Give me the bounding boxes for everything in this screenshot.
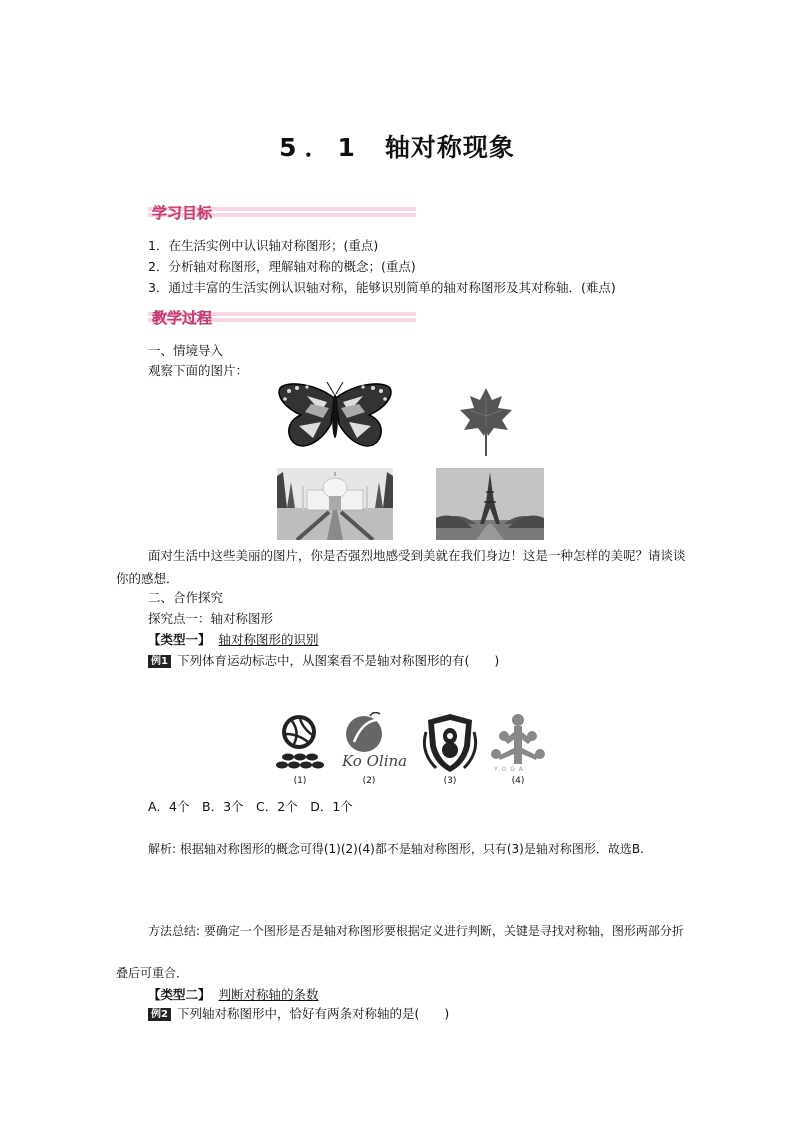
explore-point: 探究点一：轴对称图形 <box>148 611 274 626</box>
section-prompt: 观察下面的图片： <box>148 363 249 378</box>
answer-options: A．4个 B．3个 C．2个 D．1个 <box>148 799 353 814</box>
type1-title: 轴对称图形的识别 <box>218 632 319 647</box>
title-text: 轴对称现象 <box>384 133 515 162</box>
ko-olina-wordmark: Ko Olina <box>342 752 408 770</box>
type2-title: 判断对称轴的条数 <box>218 987 319 1002</box>
example-badge: 例2 <box>148 1008 171 1021</box>
goal-item: 1．在生活实例中认识轴对称图形；(重点) <box>148 238 379 253</box>
sports-logos <box>270 712 560 792</box>
yoga-wordmark: Y O G A <box>494 766 524 773</box>
reflection-paragraph: 面对生活中这些美丽的图片，你是否强烈地感受到美就在我们身边！这是一种怎样的美呢？请谈谈你的感想． <box>116 548 686 586</box>
method-summary: 方法总结: 要确定一个图形是否是轴对称图形要根据定义进行判断，关键是寻找对称轴，图形两部分折叠后可重合． <box>116 924 684 980</box>
eiffel-tower-photo <box>436 468 544 540</box>
example-1 <box>148 651 499 669</box>
ko-olina-logo <box>340 712 412 778</box>
page-title <box>0 128 794 164</box>
example-badge: 例1 <box>148 655 171 668</box>
taj-mahal-photo <box>277 468 393 540</box>
example-question: 下列轴对称图形中，恰好有两条对称轴的是( ) <box>176 1006 450 1021</box>
type2-heading <box>148 985 319 1003</box>
logo-caption: (1) <box>293 776 307 786</box>
process-banner-label: 教学过程 <box>152 309 213 327</box>
shield-crest-logo <box>422 712 478 776</box>
title-number: 5．1 <box>279 133 363 162</box>
example-2 <box>148 1004 449 1022</box>
type1-bracket: 【类型一】 <box>148 632 211 647</box>
goal-item: 2．分析轴对称图形，理解轴对称的概念；(重点) <box>148 259 416 274</box>
logo-caption: (2) <box>362 776 376 786</box>
analysis-paragraph: 解析: 根据轴对称图形的概念可得(1)(2)(4)都不是轴对称图形，只有(3)是轴对称图形．故选B. <box>148 842 644 856</box>
goal-item: 3．通过丰富的生活实例认识轴对称，能够识别简单的轴对称图形及其对称轴．(难点) <box>148 280 616 295</box>
type1-heading <box>148 630 319 648</box>
process-banner <box>148 307 416 327</box>
goals-banner-label: 学习目标 <box>152 204 213 222</box>
yoga-logo <box>490 712 550 778</box>
type2-bracket: 【类型二】 <box>148 987 211 1002</box>
section-heading: 一、情境导入 <box>148 343 224 358</box>
example-question: 下列体育运动标志中，从图案看不是轴对称图形的有( ) <box>176 653 500 668</box>
butterfly-image <box>277 382 393 450</box>
leaf-image <box>458 386 514 458</box>
section-heading: 二、合作探究 <box>148 590 224 605</box>
volleyball-logo <box>270 712 330 782</box>
logo-caption: (3) <box>443 776 457 786</box>
goals-banner <box>148 202 416 222</box>
logo-caption: (4) <box>511 776 525 786</box>
